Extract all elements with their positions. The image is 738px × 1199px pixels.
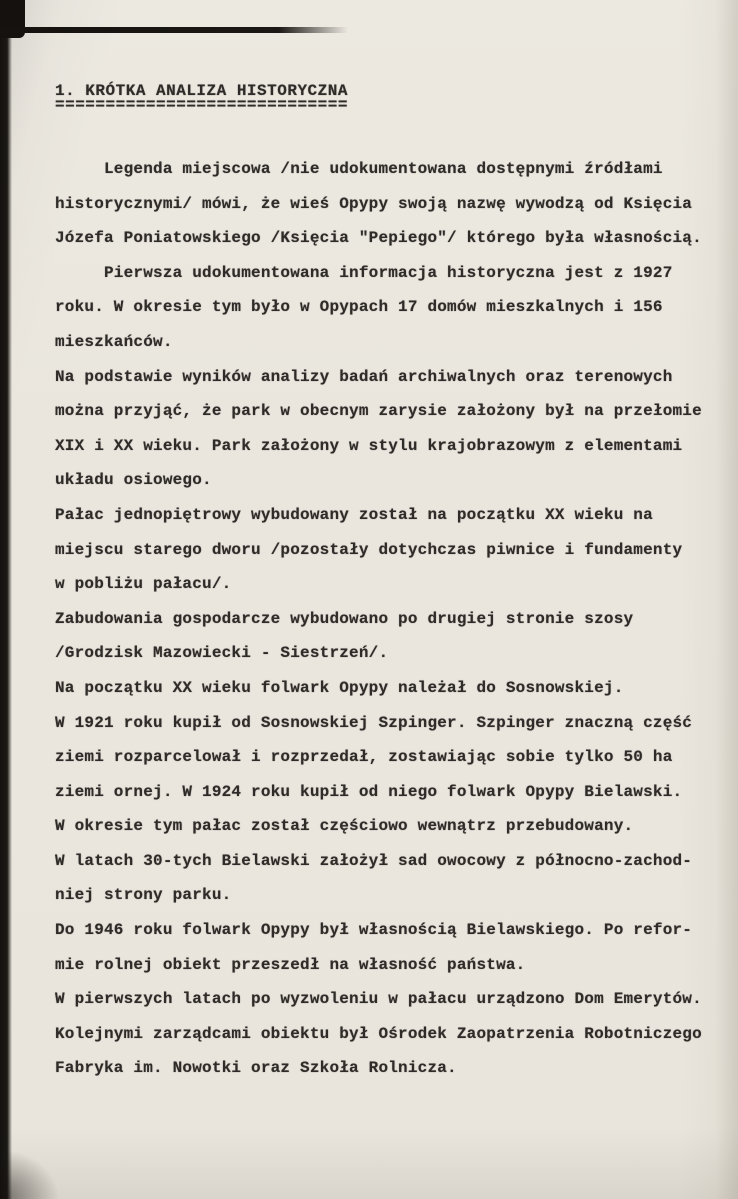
text-line: Na początku XX wieku folwark Opypy należał do Sosnowskiej. (55, 678, 624, 697)
text-line: roku. W okresie tym było w Opypach 17 domów mieszkalnych i 156 (55, 298, 663, 317)
text-line: niej strony parku. (55, 886, 232, 905)
text-line: ziemi rozparcelował i rozprzedał, zostawiając sobie tylko 50 ha (55, 748, 673, 767)
text-line: układu osiowego. (55, 471, 212, 490)
text-line: w pobliżu pałacu/. (55, 575, 232, 594)
scan-edge-top (0, 27, 348, 33)
text-line: mieszkańców. (55, 332, 173, 351)
text-line: W latach 30-tych Bielawski założył sad owocowy z północno-zachod- (55, 851, 693, 870)
text-line: XIX i XX wieku. Park założony w stylu krajobrazowym z elementami (55, 436, 683, 455)
text-line: Pałac jednopiętrowy wybudowany został na początku XX wieku na (55, 505, 653, 524)
text-line: Do 1946 roku folwark Opypy był własnością Bielawskiego. Po refor- (55, 921, 693, 940)
text-line: można przyjąć, że park w obecnym zarysie założony był na przełomie (55, 402, 702, 421)
text-line: mie rolnej obiekt przeszedł na własność państwa. (55, 955, 526, 974)
document-title: 1. KRÓTKA ANALIZA HISTORYCZNA (55, 82, 348, 100)
text-line: Kolejnymi zarządcami obiektu był Ośrodek Zaopatrzenia Robotniczego (55, 1024, 702, 1043)
text-line: historycznymi/ mówi, że wieś Opypy swoją nazwę wywodzą od Księcia (55, 194, 693, 213)
text-line: Pierwsza udokumentowana informacja historyczna jest z 1927 (55, 263, 673, 282)
title-underline: ============================= (55, 96, 348, 114)
text-line: ziemi ornej. W 1924 roku kupił od niego folwark Opypy Bielawski. (55, 782, 683, 801)
text-line: W pierwszych latach po wyzwoleniu w pałacu urządzono Dom Emerytów. (55, 990, 702, 1009)
text-line: Legenda miejscowa /nie udokumentowana dostępnymi źródłami (55, 160, 663, 178)
text-line: /Grodzisk Mazowiecki - Siestrzeń/. (55, 644, 389, 663)
text-line: Józefa Poniatowskiego /Księcia "Pepiego"/ którego była własnością. (55, 229, 702, 248)
text-line: Fabryka im. Nowotki oraz Szkoła Rolnicza. (55, 1059, 457, 1078)
scan-shadow-bottom-left (0, 1149, 60, 1199)
text-line: Na podstawie wyników analizy badań archiwalnych oraz terenowych (55, 367, 673, 386)
document-body (55, 80, 700, 1086)
text-line: W okresie tym pałac został częściowo wewnątrz przebudowany. (55, 817, 634, 836)
text-line: Zabudowania gospodarcze wybudowano po drugiej stronie szosy (55, 609, 634, 628)
scan-edge-left (0, 0, 12, 1199)
text-line: miejscu starego dworu /pozostały dotychczas piwnice i fundamenty (55, 540, 683, 559)
document-text (55, 152, 700, 1086)
text-line: W 1921 roku kupił od Sosnowskiej Szpinger. Szpinger znaczną część (55, 713, 693, 732)
